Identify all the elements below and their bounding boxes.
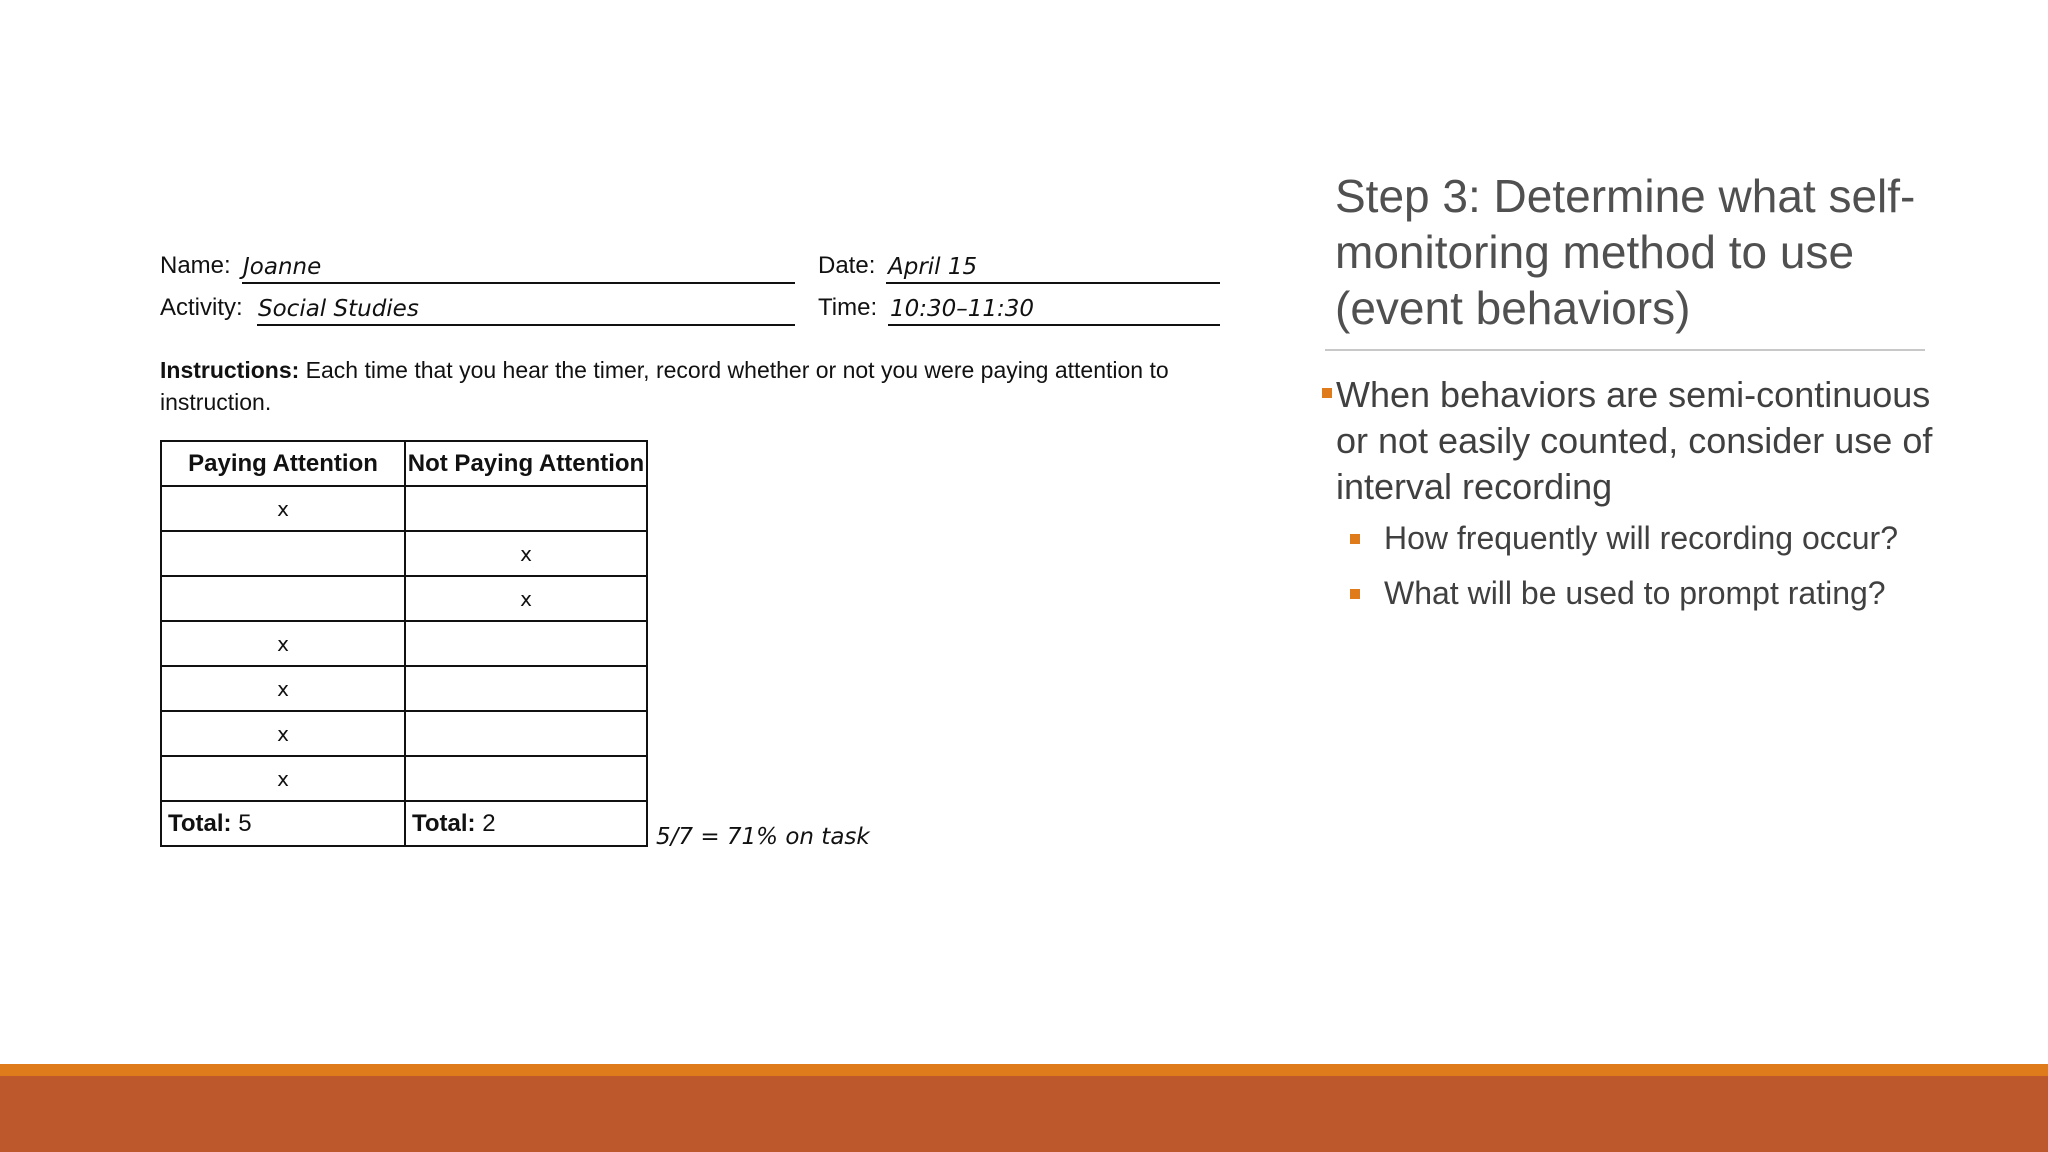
footer-accent-band <box>0 1064 2048 1076</box>
sub-bullet-item <box>1384 518 1942 559</box>
table-cell: x <box>161 711 405 756</box>
time-underline <box>888 324 1220 326</box>
bullet-square-icon <box>1350 534 1360 544</box>
bullet-item <box>1322 372 1942 510</box>
table-total-row <box>161 801 647 846</box>
table-cell <box>405 666 647 711</box>
table-row <box>161 576 647 621</box>
table-cell <box>405 711 647 756</box>
instructions-text: Each time that you hear the timer, record whether or not you were paying attention to instruction. <box>160 357 1169 415</box>
table-row <box>161 531 647 576</box>
total-value: 2 <box>482 809 496 837</box>
table-cell <box>161 576 405 621</box>
total-label: Total: <box>412 809 476 837</box>
slide-title: Step 3: Determine what self-monitoring method to use (event behaviors) <box>1335 170 1916 334</box>
instructions-label: Instructions: <box>160 357 300 383</box>
total-value: 5 <box>238 809 252 837</box>
self-monitoring-form <box>160 250 1220 880</box>
table-cell: x <box>161 666 405 711</box>
header-paying-attention: Paying Attention <box>161 441 405 486</box>
date-value: April 15 <box>888 254 978 280</box>
table-cell: x <box>405 531 647 576</box>
title-divider <box>1325 349 1925 351</box>
activity-value: Social Studies <box>258 296 419 322</box>
time-label: Time: <box>818 294 878 321</box>
table-row <box>161 621 647 666</box>
date-field <box>818 250 1220 284</box>
bullet-list <box>1322 372 1942 614</box>
sub-bullet-text: How frequently will recording occur? <box>1384 520 1898 556</box>
date-label: Date: <box>818 252 876 279</box>
total-label: Total: <box>168 809 232 837</box>
header-not-paying-attention: Not Paying Attention <box>405 441 647 486</box>
table-cell <box>161 531 405 576</box>
attention-tally-table <box>160 440 648 847</box>
total-not-paying-attention <box>405 801 647 846</box>
table-cell: x <box>405 576 647 621</box>
bullet-square-icon <box>1322 388 1332 398</box>
table-cell: x <box>161 621 405 666</box>
bullet-square-icon <box>1350 589 1360 599</box>
activity-underline <box>257 324 795 326</box>
bullet-text: When behaviors are semi-continuous or not easily counted, consider use of interval recording <box>1336 374 1933 507</box>
footer-band <box>0 1076 2048 1152</box>
activity-label: Activity: <box>160 294 243 321</box>
time-value: 10:30–11:30 <box>890 296 1035 322</box>
total-paying-attention <box>161 801 405 846</box>
table-cell: x <box>161 756 405 801</box>
name-field <box>160 250 795 284</box>
time-field <box>818 292 1220 326</box>
table-cell <box>405 486 647 531</box>
table-row <box>161 756 647 801</box>
table-cell: x <box>161 486 405 531</box>
activity-field <box>160 292 795 326</box>
table-row <box>161 486 647 531</box>
on-task-summary: 5/7 = 71% on task <box>656 824 870 850</box>
name-underline <box>242 282 795 284</box>
instructions <box>160 354 1220 418</box>
table-cell <box>405 621 647 666</box>
table-row <box>161 666 647 711</box>
table-cell <box>405 756 647 801</box>
table-row <box>161 711 647 756</box>
date-underline <box>886 282 1220 284</box>
sub-bullet-item <box>1384 573 1942 614</box>
name-label: Name: <box>160 252 231 279</box>
sub-bullet-text: What will be used to prompt rating? <box>1384 575 1886 611</box>
name-value: Joanne <box>243 254 322 280</box>
